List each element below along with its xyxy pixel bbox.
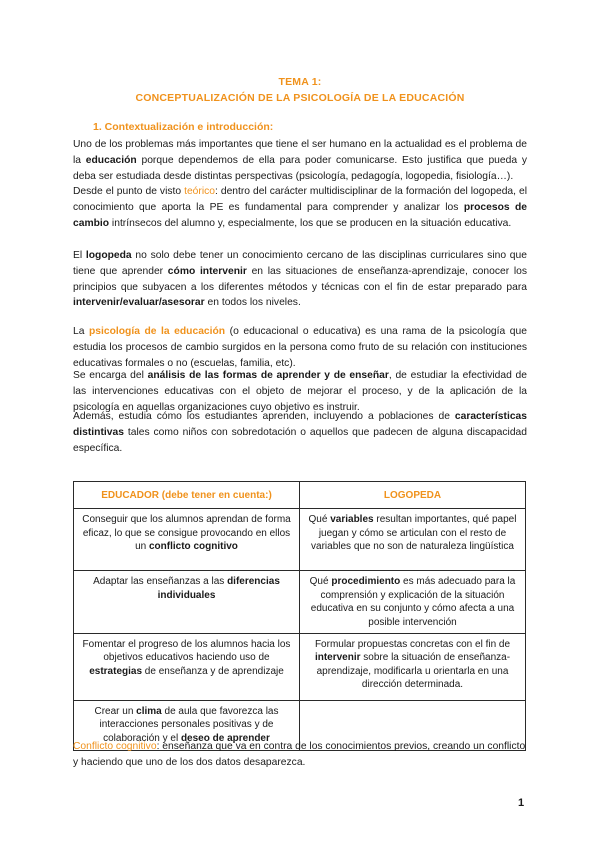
table-row: [74, 634, 526, 701]
page-title: CONCEPTUALIZACIÓN DE LA PSICOLOGÍA DE LA EDUCACIÓN: [135, 92, 465, 104]
table-cell: Crear un clima de aula que favorezca las interacciones personales positivas y de colaboración y el deseo de aprender: [74, 701, 300, 751]
table-header-educador: EDUCADOR (debe tener en cuenta:): [74, 482, 300, 509]
table-cell: Fomentar el progreso de los alumnos hacia los objetivos educativos haciendo uso de estrategias de enseñanza y de aprendizaje: [74, 634, 300, 701]
paragraph-analysis: Se encarga del análisis de las formas de aprender y de enseñar, de estudiar la efectividad de las intervenciones educativas con el objeto de mejorar el proceso, y de la aplicación de la psicología en aquellas organizaciones cuyo objetivo es instruir.: [73, 370, 527, 413]
table-cell: Qué variables resultan importantes, qué papel juegan y cómo se articulan con el resto de variables que no son de naturaleza lingüística: [300, 509, 526, 571]
section-heading: 1. Contextualización e introducción:: [93, 121, 274, 133]
topic-label: TEMA 1:: [278, 76, 322, 88]
footnote-conflicto: Conflicto cognitivo: enseñanza que va en contra de los conocimientos previos, creando un conflicto y haciendo que uno de los dos datos desaparezca.: [73, 741, 526, 768]
table-cell: Qué procedimiento es más adecuado para la comprensión y explicación de la situación educativa en su conjunto y cómo afecta a una posible intervención: [300, 571, 526, 634]
paragraph-definition: La psicología de la educación (o educacional o educativa) es una rama de la psicología que estudia los procesos de cambio surgidos en la persona como fruto de su relación con instituciones educativas formales o no (escuelas, familia, etc).: [73, 326, 527, 369]
table-cell: Adaptar las enseñanzas a las diferencias individuales: [74, 571, 300, 634]
table-header-logopeda: LOGOPEDA: [300, 482, 526, 509]
highlight-teorico: teórico: [184, 186, 215, 198]
page-number: 1: [518, 797, 525, 809]
table-cell: Conseguir que los alumnos aprendan de forma eficaz, lo que se consigue provocando en ellos un conflicto cognitivo: [74, 509, 300, 571]
highlight-conflicto: Conflicto cognitivo: [73, 741, 157, 752]
paragraph-students: Además, estudia cómo los estudiantes aprenden, incluyendo a poblaciones de características distintivas tales como niños con sobredotación o aquellos que padecen de alguna discapacidad específica.: [73, 411, 527, 454]
table-row: [74, 571, 526, 634]
table-cell: Formular propuestas concretas con el fin de intervenir sobre la situación de enseñanza-aprendizaje, modificarla u orientarla en una dirección determinada.: [300, 634, 526, 701]
paragraph-intro: Uno de los problemas más importantes que tiene el ser humano en la actualidad es el problema de la educación porque dependemos de ella para poder comunicarse. Esto justifica que pueda y deba ser estudiada desde distintas perspectivas (psicología, pedagogía, logopedia, fisiología…). Desde el punto de visto teórico: dentro del carácter multidisciplinar de la formación del logopeda, el conocimiento que aporta la PE es fundamental para comprender y analizar los procesos de cambio intrínsecos del alumno y, especialmente, los que se producen en la situación educativa.: [73, 139, 528, 229]
table-row: [74, 509, 526, 571]
highlight-psicologia: psicología de la educación: [89, 326, 226, 337]
comparison-table: [73, 481, 526, 751]
paragraph-logopeda: El logopeda no solo debe tener un conocimiento cercano de las disciplinas curriculares sino que tiene que aprender cómo intervenir en las situaciones de enseñanza-aprendizaje, conocer los principios que subyacen a los diferentes métodos y técnicas con el fin de estar preparado para intervenir/evaluar/asesorar en todos los niveles.: [73, 250, 527, 309]
